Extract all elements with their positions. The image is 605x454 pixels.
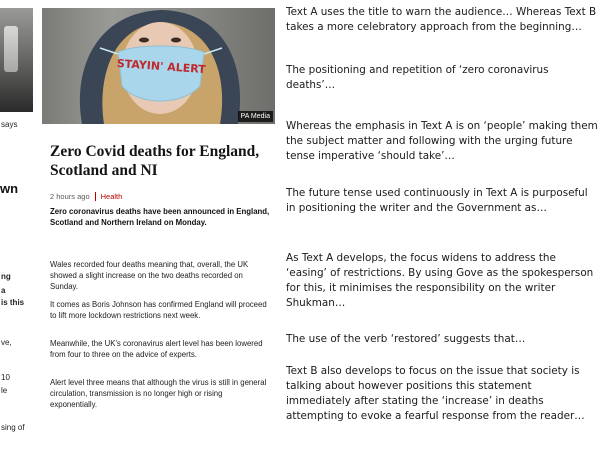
strip-fragment: ng: [1, 272, 11, 281]
photo-credit: PA Media: [238, 111, 273, 122]
strip-fragment: ve,: [1, 338, 12, 347]
news-article: [42, 8, 275, 454]
strip-fragment: sing of: [1, 423, 25, 432]
masked-person-illustration: [42, 8, 275, 124]
analysis-note: The future tense used continuously in Text A is purposeful in positioning the writer and the Government as…: [286, 187, 588, 214]
analysis-note: As Text A develops, the focus widens to address the ‘easing’ of restrictions. By using Gove as the spokesperson for this, it minimises the responsibility on the writer Shukman…: [286, 252, 594, 309]
meta-divider: [95, 192, 96, 201]
strip-fragment: le: [1, 386, 8, 395]
analysis-notes: [286, 0, 602, 454]
strip-fragment: wn: [0, 181, 19, 196]
analysis-note: Text B also develops to focus on the issue that society is talking about however positions this statement immediately after stating the ‘increase’ in deaths attempting to evoke a fearful response from the reader…: [286, 365, 585, 422]
section-link[interactable]: Health: [100, 192, 123, 201]
strip-fragment: 10: [1, 373, 10, 382]
article-paragraph: It comes as Boris Johnson has confirmed England will proceed to lift more lockdown restrictions next week.: [50, 300, 267, 321]
article-paragraph: Meanwhile, the UK's coronavirus alert level has been lowered from four to three on the advice of experts.: [50, 339, 263, 360]
analysis-note: Whereas the emphasis in Text A is on ‘people’ making them the subject matter and following with the urging future tense imperative ‘should take’…: [286, 120, 598, 162]
article-meta: [50, 192, 122, 201]
analysis-note: The positioning and repetition of ‘zero coronavirus deaths’…: [286, 64, 549, 91]
analysis-note: Text A uses the title to warn the audience… Whereas Text B takes a more celebratory approach from the beginning…: [286, 6, 597, 33]
timestamp: 2 hours ago: [50, 192, 90, 201]
cropped-photo: [0, 8, 33, 112]
article-paragraph: Alert level three means that although the virus is still in general circulation, transmission is no longer high or rising exponentially.: [50, 378, 267, 410]
article-paragraph: Wales recorded four deaths meaning that, overall, the UK showed a slight increase on the two deaths recorded on Sunday.: [50, 260, 249, 292]
article-hero-image: [42, 8, 275, 124]
strip-fragment: a: [1, 286, 6, 295]
strip-fragment: says: [1, 120, 18, 129]
article-lead: Zero coronavirus deaths have been announced in England, Scotland and Northern Ireland on Monday.: [50, 207, 270, 228]
strip-fragment: is this: [1, 298, 25, 307]
cropped-article-strip: [0, 0, 35, 454]
analysis-note: The use of the verb ‘restored’ suggests that…: [286, 333, 526, 345]
mask-text: STAYIN' ALERT: [116, 56, 207, 77]
article-headline[interactable]: Zero Covid deaths for England, Scotland and NI: [50, 143, 260, 179]
